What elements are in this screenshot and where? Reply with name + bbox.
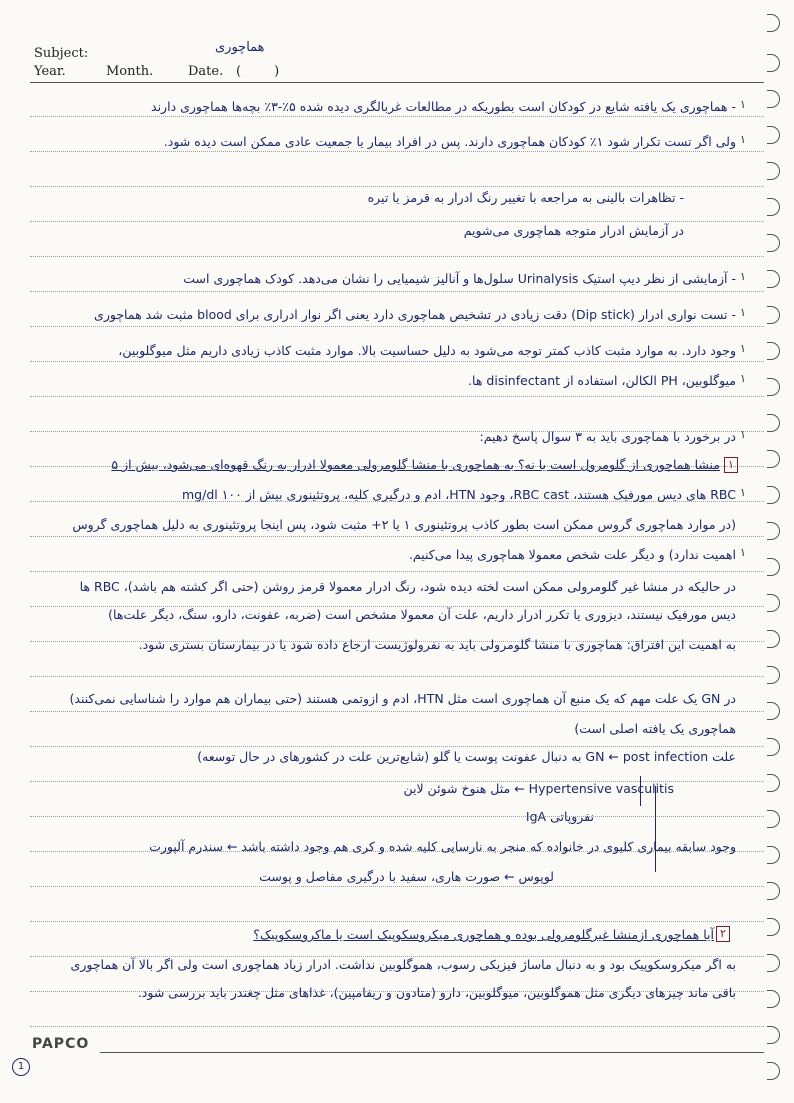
date-parens: ( ) (236, 64, 280, 79)
text-line: دیس مورفیک نیستند، دیزوری یا تکرر ادرار داریم، علت آن معمولا مشخص است (ضربه، عفونت، دارو، سنگ، دیگر علت‌ها) (108, 607, 736, 622)
text-line: لوپوس ← صورت هاری، سفید با درگیری مفاصل و پوست (259, 869, 554, 884)
binding-hole (767, 486, 780, 504)
binding-hole (767, 918, 780, 936)
text-line: در برخورد با هماچوری باید به ۳ سوال پاسخ دهیم: (479, 429, 736, 444)
ruled-line (30, 291, 764, 292)
ruled-line (30, 746, 764, 747)
binding-hole (767, 774, 780, 792)
section-number-box: ۲ (716, 926, 730, 942)
binding-hole (767, 702, 780, 720)
text-line: Hypertensive vasculitis ← مثل هنوخ شوئن لاین (403, 781, 674, 796)
ruled-line (30, 676, 764, 677)
text-line: در GN یک علت مهم که یک منبع آن هماچوری است مثل HTN، ادم و ازوتمی هستند (حتی بیماران هم موارد را شناسایی نمی‌کنند) (69, 691, 736, 706)
ruled-line (30, 151, 764, 152)
text-line: میوگلوبین، PH الکالن، استفاده از disinfectant ها. (468, 373, 736, 388)
binding-hole (767, 954, 780, 972)
ruled-line (30, 536, 764, 537)
text-line: در آزمایش ادرار متوجه هماچوری می‌شویم (463, 223, 684, 238)
ruled-line (30, 326, 764, 327)
margin-tick: ۱ (740, 270, 746, 283)
bracket-mark (655, 786, 656, 872)
ruled-line (30, 256, 764, 257)
page-number: 1 (12, 1058, 30, 1076)
binding-hole (767, 306, 780, 324)
margin-tick: ۱ (740, 428, 746, 441)
text-line: در حالیکه در منشا غیر گلومرولی ممکن است لخته دیده شود، رنگ ادرار معمولا قرمز روشن (حتی اگر کشته هم باشد)، RBC ها (79, 579, 736, 594)
margin-tick: ۱ (740, 342, 746, 355)
text-line: هماچوری یک یافته اصلی است) (574, 721, 736, 736)
binding-hole (767, 162, 780, 180)
binding-hole (767, 198, 780, 216)
ruled-line (30, 571, 764, 572)
month-label: Month. (106, 64, 154, 79)
text-line: به اگر میکروسکوپیک بود و به دنبال ماساژ فیزیکی رسوب، هموگلوبین نداشت. ادرار زیاد هماچوری است ولی اگر بالا آن هماچوری (70, 957, 736, 972)
binding-hole (767, 630, 780, 648)
bracket-mark (640, 776, 641, 806)
binding-hole (767, 882, 780, 900)
page-title: هماچوری (215, 40, 265, 55)
papco-logo: PAPCO (32, 1036, 90, 1052)
binding-hole (767, 90, 780, 108)
text-line: علت GN ← post infection به دنبال عفونت پوست یا گلو (شایع‌ترین علت در کشورهای در حال توسعه) (197, 749, 736, 764)
binding-hole (767, 414, 780, 432)
text-line: به اهمیت این افتراق: هماچوری با منشا گلومرولی باید به نفرولوژیست ارجاع داده شود یا در بیمارستان بستری شود. (138, 637, 736, 652)
text-line: منشا هماچوری از گلومرول است یا نه؟ به هماچوری با منشا گلومرولی معمولا ادرار به رنگ قهوه‌ای می‌شود، بیش از ۵ (111, 457, 720, 472)
text-line: اهمیت ندارد) و دیگر علت شخص معمولا هماچوری پیدا می‌کنیم. (408, 547, 736, 562)
text-line: آیا هماچوری ازمنشا غیرگلومرولی بوده و هماچوری میکروسکوپیک است یا ماکروسکوپیک؟ (253, 927, 714, 942)
margin-tick: ۱ (740, 486, 746, 499)
ruled-line (30, 186, 764, 187)
binding-hole (767, 738, 780, 756)
text-line: - آزمایشی از نظر دیپ استیک Urinalysis سلول‌ها و آنالیز شیمیایی را نشان می‌دهد. کودک هماچوری است (183, 271, 736, 286)
binding-hole (767, 558, 780, 576)
binding-hole (767, 54, 780, 72)
binding-hole (767, 522, 780, 540)
subject-label: Subject: (34, 46, 89, 61)
ruled-line (30, 361, 764, 362)
section-number-box: ۱ (724, 457, 738, 473)
binding-hole (767, 342, 780, 360)
binding-hole (767, 990, 780, 1008)
margin-tick: ۱ (740, 372, 746, 385)
footer-rule (100, 1052, 764, 1053)
text-line: باقی ماند چیزهای دیگری مثل هموگلوبین، میوگلوبین، دارو (متادون و ریفامپین)، غذاهای مثل چغندر باید بررسی شود. (137, 985, 736, 1000)
ruled-line (30, 816, 764, 817)
margin-tick: ۱ (740, 133, 746, 146)
margin-tick: ۱ (740, 306, 746, 319)
text-line: ولی اگر تست تکرار شود ۱٪ کودکان هماچوری دارند. پس در افراد بیمار یا جمعیت عادی ممکن است دیده شود. (163, 134, 736, 149)
text-line: RBC های دیس مورفیک هستند، RBC cast، وجود HTN، ادم و درگیری کلیه، پروتئینوری بیش از ۱۰۰ mg/dl (182, 487, 736, 502)
ruled-line (30, 1026, 764, 1027)
ruled-line (30, 116, 764, 117)
ruled-line (30, 396, 764, 397)
binding-hole (767, 450, 780, 468)
binding-hole (767, 270, 780, 288)
binding-hole (767, 234, 780, 252)
binding-hole (767, 378, 780, 396)
ruled-line (30, 886, 764, 887)
binding-hole (767, 846, 780, 864)
binding-hole (767, 1062, 780, 1080)
text-line: - تظاهرات بالینی به مراجعه با تغییر رنگ ادرار به قرمز یا تیره (367, 190, 684, 205)
text-line: (در موارد هماچوری گروس ممکن است بطور کاذب پروتئینوری ۱ یا ۲+ مثبت شود، پس اینجا پروتئینوری به دلیل هماچوری گروس (72, 517, 736, 532)
margin-tick: ۱ (740, 546, 746, 559)
text-line: - هماچوری یک یافته شایع در کودکان است بطوریکه در مطالعات غربالگری دیده شده ۵٪-۳٪ بچه‌ها هماچوری دارند (151, 99, 736, 114)
text-line: وجود دارد. به موارد مثبت کاذب کمتر توجه می‌شود به دلیل حساسیت بالا. موارد مثبت کاذب زیادی داریم مثل میوگلوبین، (118, 343, 736, 358)
header-rule (30, 82, 764, 83)
margin-tick: ۱ (740, 98, 746, 111)
text-line: - تست نواری ادرار (Dip stick) دقت زیادی در تشخیص هماچوری دارد یعنی اگر نوار ادراری برای blood مثبت شد هماچوری (94, 307, 736, 322)
text-line: وجود سابقه بیماری کلیوی در خانواده که منجر به نارسایی کلیه شده و کری هم وجود داشته باشد ← سندرم آلپورت (149, 839, 736, 854)
year-label: Year. (34, 64, 66, 79)
binding-hole (767, 594, 780, 612)
text-line: نفروپاتی IgA (525, 809, 594, 824)
binding-hole (767, 810, 780, 828)
binding-hole (767, 126, 780, 144)
binding-hole (767, 666, 780, 684)
ruled-line (30, 921, 764, 922)
ruled-line (30, 711, 764, 712)
binding-hole (767, 1026, 780, 1044)
binding-hole (767, 14, 780, 32)
date-label: Date. (188, 64, 224, 79)
